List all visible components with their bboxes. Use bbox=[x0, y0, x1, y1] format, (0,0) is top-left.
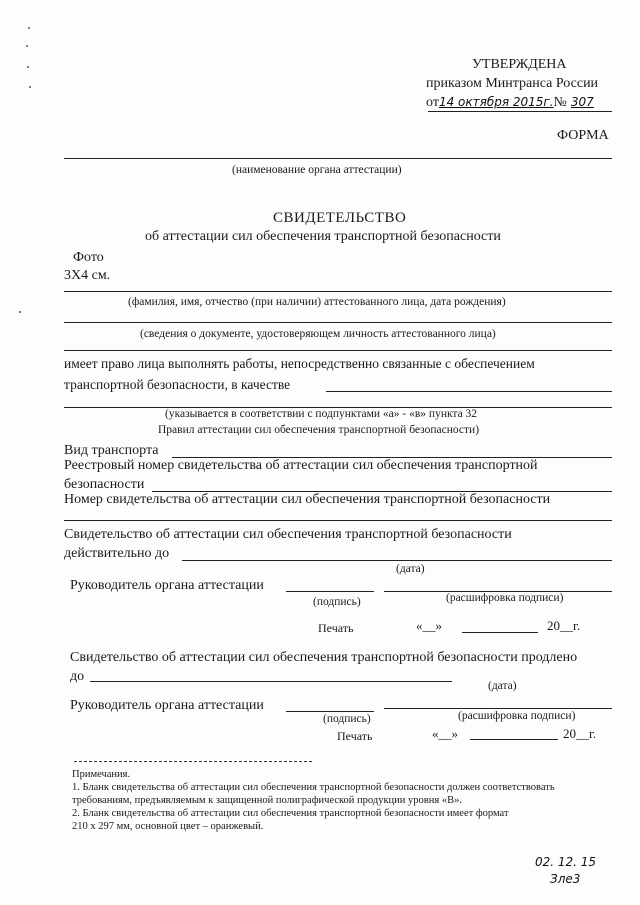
registry-label-line1: Реестровый номер свидетельства об аттестации сил обеспечения транспортной bbox=[64, 458, 538, 473]
approved-heading: УТВЕРЖДЕНА bbox=[472, 57, 567, 72]
name-caption: (фамилия, имя, отчество (при наличии) аттестованного лица, дата рождения) bbox=[128, 296, 506, 308]
decode-caption-2: (расшифровка подписи) bbox=[458, 710, 576, 722]
approval-date-line bbox=[426, 95, 598, 111]
date-prefix: от bbox=[426, 95, 439, 110]
approval-order: приказом Минтранса России bbox=[426, 76, 599, 91]
authority-field-line bbox=[64, 158, 612, 159]
transport-type-label: Вид транспорта bbox=[64, 443, 159, 458]
form-label: ФОРМА bbox=[557, 128, 609, 143]
validity-date-caption: (дата) bbox=[396, 563, 425, 575]
signature-field-line-2 bbox=[286, 711, 374, 712]
subparagraph-caption-1: (указывается в соответствии с подпунктами «а» - «в» пункта 32 bbox=[165, 408, 478, 420]
seal-label-2: Печать bbox=[337, 729, 373, 743]
validity-label-line1: Свидетельство об аттестации сил обеспечения транспортной безопасности bbox=[64, 527, 512, 542]
month-field-line-1 bbox=[462, 632, 538, 633]
handwritten-number: 307 bbox=[570, 95, 594, 109]
subparagraph-caption-2: Правил аттестации сил обеспечения транспортной безопасности) bbox=[158, 424, 480, 436]
name-field-line bbox=[64, 291, 612, 292]
right-text-line1: имеет право лица выполнять работы, непосредственно связанные с обеспечением bbox=[64, 356, 535, 371]
month-field-line-2 bbox=[470, 739, 558, 740]
cert-number-label: Номер свидетельства об аттестации сил обеспечения транспортной безопасности bbox=[64, 492, 551, 507]
number-prefix: № bbox=[553, 95, 567, 110]
note1-line2: требованиям, предъявляемым к защищенной полиграфической продукции уровня «В». bbox=[72, 795, 462, 806]
scan-speck bbox=[29, 86, 31, 88]
head-label-2: Руководитель органа аттестации bbox=[70, 698, 264, 713]
extend-date-caption: (дата) bbox=[488, 680, 517, 692]
note2-line1: 2. Бланк свидетельства об аттестации сил обеспечения транспортной безопасности имеет формат bbox=[72, 808, 509, 819]
scan-speck bbox=[19, 311, 21, 313]
handwritten-footer-date: 02. 12. 15 bbox=[535, 855, 597, 869]
document-caption: (сведения о документе, удостоверяющем личность аттестованного лица) bbox=[140, 328, 496, 340]
note2-line2: 210 х 297 мм, основной цвет – оранжевый. bbox=[72, 821, 264, 832]
validity-field-line bbox=[182, 560, 612, 561]
year-label-2: 20__г. bbox=[563, 726, 597, 741]
decode-caption-1: (расшифровка подписи) bbox=[446, 592, 564, 604]
document-field-line-2 bbox=[64, 350, 612, 351]
photo-size: 3Х4 см. bbox=[64, 268, 111, 283]
scan-speck bbox=[28, 27, 30, 29]
extend-label-line2: до bbox=[70, 669, 85, 684]
photo-label: Фото bbox=[73, 250, 104, 265]
date-open-1: «__» bbox=[416, 618, 442, 633]
right-text-line2: транспортной безопасности, в качестве bbox=[64, 377, 291, 392]
date-open-2: «__» bbox=[432, 726, 458, 741]
validity-label-line2: действительно до bbox=[64, 546, 170, 561]
scan-speck bbox=[27, 66, 29, 68]
handwritten-footer-initials: Зле3 bbox=[550, 872, 581, 886]
handwritten-date: 14 октября 2015г. bbox=[438, 95, 554, 109]
seal-label-1: Печать bbox=[318, 621, 354, 635]
signature-field-line-1 bbox=[286, 591, 374, 592]
notes-separator bbox=[74, 761, 312, 762]
scan-speck bbox=[26, 45, 28, 47]
note1-line1: 1. Бланк свидетельства об аттестации сил обеспечения транспортной безопасности должен соответствовать bbox=[72, 782, 555, 793]
cert-number-field-line bbox=[64, 520, 612, 521]
extend-label-line1: Свидетельство об аттестации сил обеспечения транспортной безопасности продлено bbox=[70, 650, 578, 665]
extend-field-line bbox=[90, 681, 452, 682]
document-field-line bbox=[64, 322, 612, 323]
approval-underline bbox=[428, 111, 612, 112]
head-label-1: Руководитель органа аттестации bbox=[70, 578, 264, 593]
year-label-1: 20__г. bbox=[547, 618, 581, 633]
signature-caption-1: (подпись) bbox=[313, 596, 361, 608]
authority-caption: (наименование органа аттестации) bbox=[232, 164, 402, 176]
document-subtitle: об аттестации сил обеспечения транспортной безопасности bbox=[145, 229, 501, 244]
document-title: СВИДЕТЕЛЬСТВО bbox=[273, 210, 407, 226]
registry-label-line2: безопасности bbox=[64, 477, 145, 492]
decode-field-line-2 bbox=[384, 708, 612, 709]
capacity-field-line bbox=[326, 391, 612, 392]
notes-title: Примечания. bbox=[72, 769, 131, 780]
signature-caption-2: (подпись) bbox=[323, 713, 371, 725]
